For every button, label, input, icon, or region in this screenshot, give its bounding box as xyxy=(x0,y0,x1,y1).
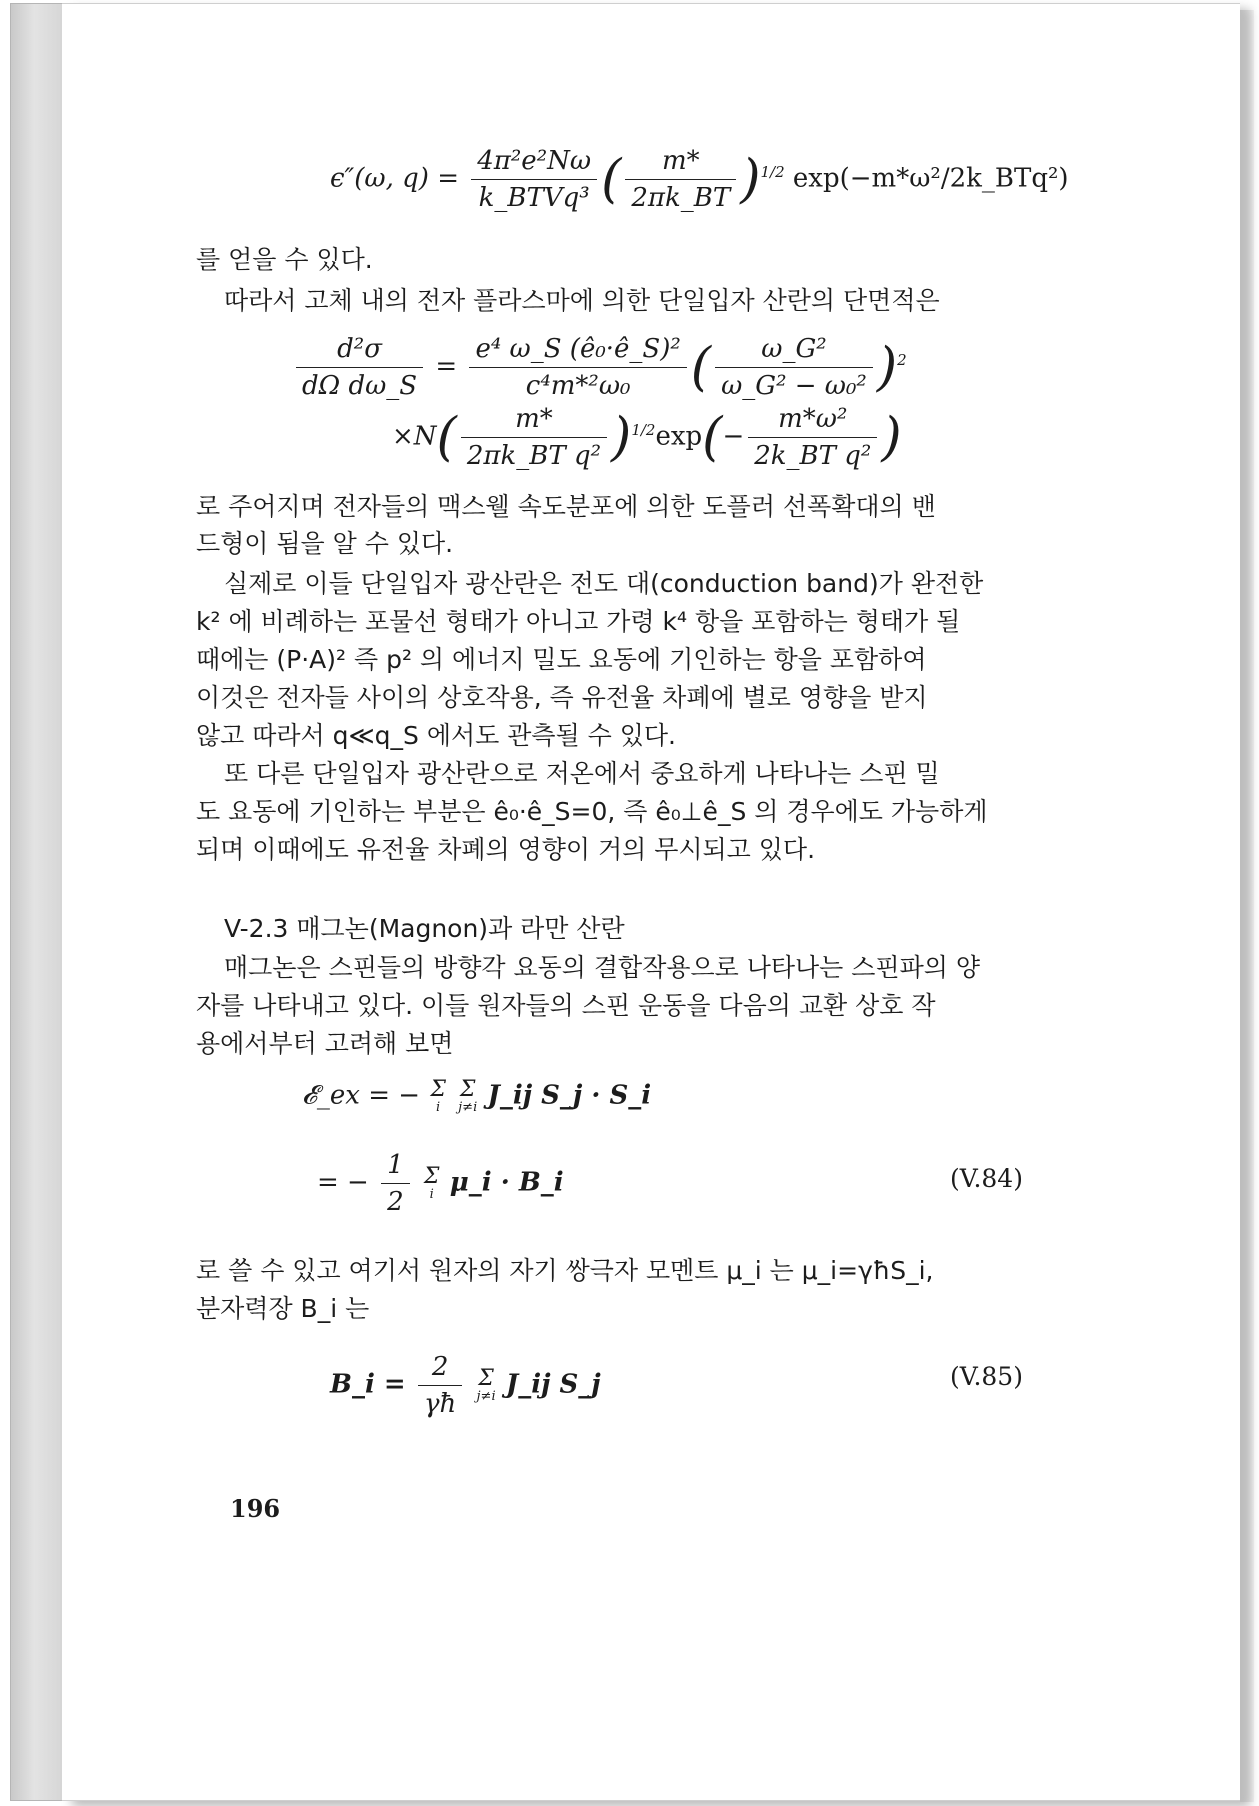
paragraph-line: 드형이 됨을 알 수 있다. xyxy=(196,529,454,558)
exp-term: exp(−m*ω²/2k_BTq²) xyxy=(792,163,1069,194)
equation-exchange-line2: = − $\frac{1}{2}$ Σ i μ_i · B_i xyxy=(317,1150,564,1217)
equation-number: (V.85) xyxy=(950,1362,1023,1391)
equation-cross-section-line2: ×N( $\frac{m*}{\text{2πk\_BT q²}}$ )$^{1/2}$exp(− $\frac{\text{m*ω²}}{\text{2k\_BT q²}}$ ) xyxy=(392,404,902,471)
paragraph-line: 또 다른 단일입자 광산란으로 저온에서 중요하게 나타나는 스핀 밀 xyxy=(224,759,940,788)
paragraph-line: 실제로 이들 단일입자 광산란은 전도 대(conduction band)가 완전한 xyxy=(224,569,984,598)
paragraph-line: 때에는 (P·A)² 즉 p² 의 에너지 밀도 요동에 기인하는 항을 포함하여 xyxy=(196,645,927,674)
page-number: 196 xyxy=(230,1494,281,1523)
paragraph-line: 로 주어지며 전자들의 맥스웰 속도분포에 의한 도플러 선폭확대의 밴 xyxy=(196,492,936,521)
paragraph-line: 용에서부터 고려해 보면 xyxy=(196,1029,454,1058)
equation-number: (V.84) xyxy=(950,1164,1023,1193)
paragraph-line: 로 쓸 수 있고 여기서 원자의 자기 쌍극자 모멘트 μ_i 는 μ_i=γħS_i, xyxy=(196,1256,934,1285)
paragraph-line: 분자력장 B_i 는 xyxy=(196,1294,370,1323)
fraction: $\frac{\text{4π²e²Nω}}{\text{k\_BTVq³}}$ xyxy=(471,146,597,213)
paragraph-line: 않고 따라서 q≪q_S 에서도 관측될 수 있다. xyxy=(196,721,677,750)
section-heading: V-2.3 매그논(Magnon)과 라만 산란 xyxy=(224,914,625,943)
paragraph-line: 자를 나타내고 있다. 이들 원자들의 스핀 운동을 다음의 교환 상호 작 xyxy=(196,991,936,1020)
paragraph-line: 되며 이때에도 유전율 차폐의 영향이 거의 무시되고 있다. xyxy=(196,835,816,864)
equation-exchange: 𝓔_ex = − Σ i Σ j≠i J_ij S_j · S_i xyxy=(302,1077,652,1115)
book-page xyxy=(62,3,1240,1801)
equation-cross-section: $\frac{\text{d²σ}}{\text{dΩ dω\_S}}$ = $\frac{\text{e⁴ ω\_S (ê₀·ê\_S)²}}{\text{c⁴m*²ω₀}}$ ( $\frac{\text{ω\_G²}}{\text{ω\_G² − ω₀²}}$ )$^2$ xyxy=(292,334,907,401)
paragraph-line: 를 얻을 수 있다. xyxy=(196,245,373,274)
paragraph-line: 도 요동에 기인하는 부분은 ê₀·ê_S=0, 즉 ê₀⊥ê_S 의 경우에도 가능하게 xyxy=(196,797,988,826)
equation-epsilon: ϵ″(ω, q) = $\frac{\text{4π²e²Nω}}{\text{k\_BTVq³}}$ ( $\frac{m*}{2\pi k\_BT}$ )$^{1/2}$ exp(−m*ω²/2k_BTq²) xyxy=(330,146,1069,213)
equation-molecular-field: B_i = $\frac{2}{\gamma ħ}$ Σ j≠i J_ij S_j xyxy=(330,1352,601,1419)
paragraph-line: 따라서 고체 내의 전자 플라스마에 의한 단일입자 산란의 단면적은 xyxy=(224,286,940,315)
book-edge xyxy=(10,3,64,1801)
eq-lhs: ϵ″(ω, q) = xyxy=(330,163,459,194)
page-shadow xyxy=(1240,10,1254,1802)
paragraph-line: 매그논은 스핀들의 방향각 요동의 결합작용으로 나타나는 스핀파의 양 xyxy=(224,953,980,982)
paragraph-line: k² 에 비례하는 포물선 형태가 아니고 가령 k⁴ 항을 포함하는 형태가 될 xyxy=(196,607,961,636)
fraction: $\frac{m*}{2\pi k\_BT}$ xyxy=(625,146,736,213)
paragraph-line: 이것은 전자들 사이의 상호작용, 즉 유전율 차폐에 별로 영향을 받지 xyxy=(196,683,928,712)
